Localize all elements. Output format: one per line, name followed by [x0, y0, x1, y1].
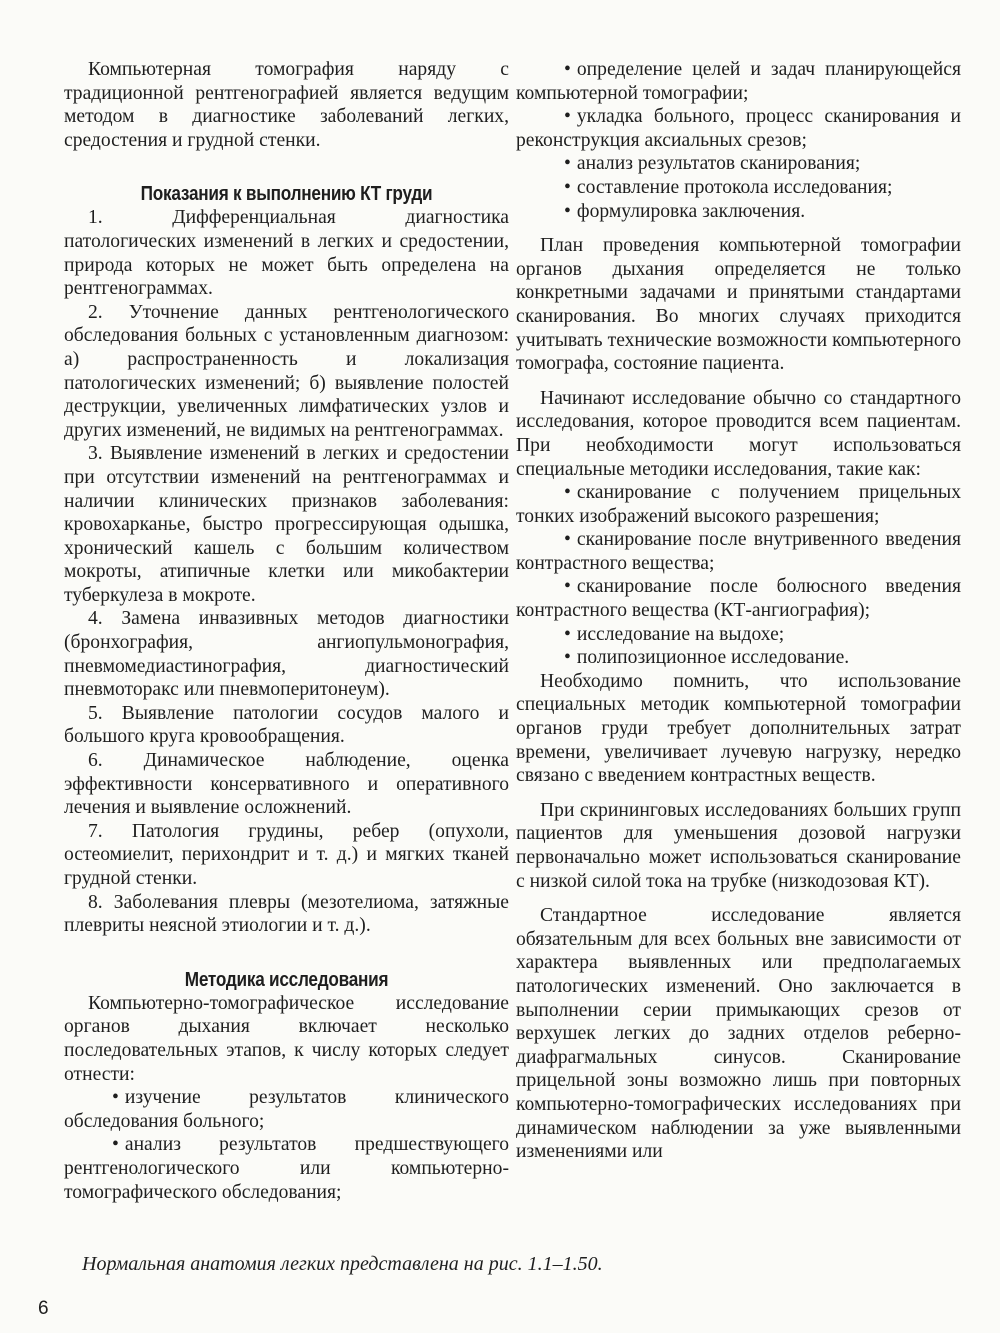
bullet-icon: •	[564, 623, 571, 645]
screening-paragraph: При скрининговых исследованиях больших групп пациентов для уменьшения дозовой нагрузки первоначально может использоваться сканирование с низкой силой тока на трубке (низкодозовая КТ).	[516, 799, 961, 892]
indication-8: 8. Заболевания плевры (мезотелиома, затяжные плевриты неясной этиологии и т. д.).	[64, 891, 509, 937]
method-item: • сканирование после болюсного введения контрастного вещества (КТ-ангиография);	[516, 576, 961, 622]
bullet-icon: •	[112, 1134, 119, 1156]
stage-item: • составление протокола исследования;	[516, 176, 961, 200]
indication-4: 4. Замена инвазивных методов диагностики (бронхография, ангиопульмонография, пневмомедиастинография, диагностический пневмоторакс или пневмоперитонеум).	[64, 608, 509, 701]
stage-item: • определение целей и задач планирующейся компьютерной томографии;	[516, 59, 961, 104]
method-item: • полипозиционное исследование.	[516, 646, 961, 670]
start-paragraph: Начинают исследование обычно со стандартного исследования, которое проводится всем пациентам. При необходимости могут использоваться специальные методики исследования, такие как:	[516, 387, 961, 480]
stage-item: • анализ результатов сканирования;	[516, 152, 961, 176]
indication-6: 6. Динамическое наблюдение, оценка эффективности консервативного и оперативного лечения и выявление осложнений.	[64, 750, 509, 819]
method-item: • сканирование после внутривенного введения контрастного вещества;	[516, 529, 961, 574]
left-column	[64, 58, 509, 1204]
plan-paragraph: План проведения компьютерной томографии органов дыхания определяется не только конкретными задачами и принятыми стандартами сканирования. Во многих случаях приходится учитывать технические возможности компьютерного томографа, состояние пациента.	[516, 235, 961, 375]
indication-1: 1. Дифференциальная диагностика патологических изменений в легких и средостении, природа которых не может быть определена на рентгенограммах.	[64, 207, 509, 300]
page-number: 6	[38, 1298, 49, 1319]
indication-7: 7. Патология грудины, ребер (опухоли, остеомиелит, перихондрит и т. д.) и мягких тканей грудной стенки.	[64, 820, 509, 889]
method-intro-paragraph: Компьютерно-томографическое исследование органов дыхания включает несколько последовательных этапов, к числу которых следует отнести:	[64, 992, 509, 1085]
method-item: • исследование на выдохе;	[516, 623, 961, 647]
bullet-icon: •	[564, 106, 571, 128]
indication-2: 2. Уточнение данных рентгенологического обследования больных с установленным диагнозом: а) распространенность и локализация патологических изменений; б) выявление полостей деструкции, увеличенных лимфатических узлов и других изменений, не видимых на рентгенограммах.	[64, 301, 509, 441]
bullet-icon: •	[564, 529, 571, 551]
stage-item: • изучение результатов клинического обследования больного;	[64, 1087, 509, 1132]
bullet-icon: •	[564, 200, 571, 222]
bullet-icon: •	[564, 176, 571, 198]
bullet-icon: •	[564, 576, 571, 598]
figure-reference-note: Нормальная анатомия легких представлена на рис. 1.1–1.50.	[82, 1253, 603, 1275]
indication-3: 3. Выявление изменений в легких и средостении при отсутствии изменений на рентгенограммах и наличии клинических признаков заболевания: кровохарканье, быстро прогрессирующая одышка, хронический кашель с большим количеством мокроты, атипичные клетки или микобактерии туберкулеза в мокроте.	[64, 443, 509, 606]
bullet-icon: •	[112, 1087, 119, 1109]
stage-item: • формулировка заключения.	[516, 200, 961, 224]
right-column	[516, 58, 961, 1164]
remember-paragraph: Необходимо помнить, что использование специальных методик компьютерной томографии органов груди требует дополнительных затрат времени, увеличивает лучевую нагрузку, нередко связано с введением контрастных веществ.	[516, 670, 961, 787]
stage-item: • анализ результатов предшествующего рентгенологического или компьютерно-томографического обследования;	[64, 1134, 509, 1203]
stage-item: • укладка больного, процесс сканирования и реконструкция аксиальных срезов;	[516, 106, 961, 151]
heading-method: Методика исследования	[184, 968, 389, 991]
bullet-icon: •	[564, 482, 571, 504]
standard-paragraph: Стандартное исследование является обязательным для всех больных вне зависимости от характера выявленных или предполагаемых патологических изменений. Оно заключается в выполнении серии примыкающих срезов от верхушек легких до задних отделов реберно-диафрагмальных синусов. Сканирование прицельной зоны возможно лишь при повторных компьютерно-томографических исследованиях при динамическом наблюдении за уже выявленными изменениями или	[516, 905, 961, 1163]
bullet-icon: •	[564, 59, 571, 80]
indication-5: 5. Выявление патологии сосудов малого и большого круга кровообращения.	[64, 702, 509, 748]
method-item: • сканирование с получением прицельных тонких изображений высокого разрешения;	[516, 482, 961, 527]
intro-paragraph: Компьютерная томография наряду с традиционной рентгенографией является ведущим методом в диагностике заболеваний легких, средостения и грудной стенки.	[64, 59, 509, 151]
bullet-icon: •	[564, 647, 571, 669]
bullet-icon: •	[564, 153, 571, 175]
heading-indications: Показания к выполнению КТ груди	[140, 183, 433, 206]
